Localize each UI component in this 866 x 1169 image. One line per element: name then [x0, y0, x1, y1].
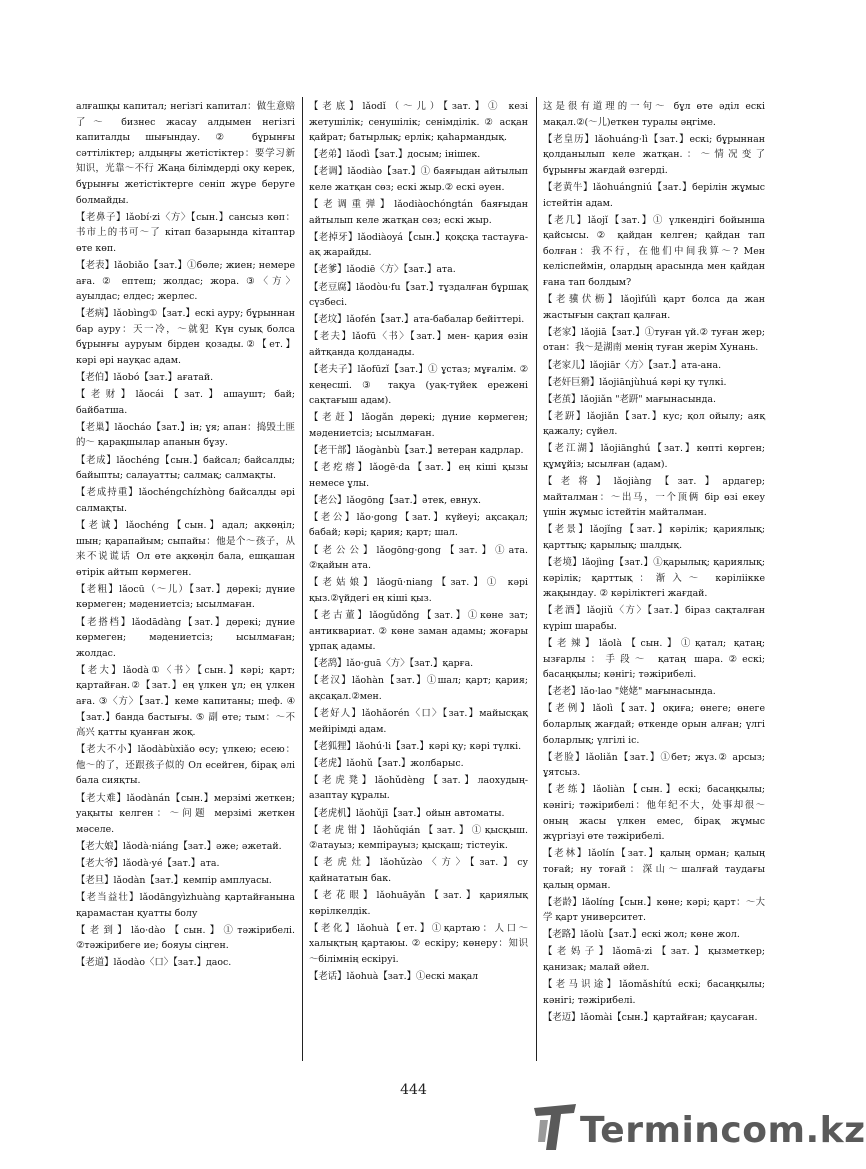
dictionary-entry: 【老皇历】lǎohuáng·lì【зат.】ескі; бұрыннан қолданылып келе жатқан.：～情况变了 бұрынғы жағдай өзгерді. [543, 133, 765, 176]
dictionary-entry: алғашқы капитал; негізгі капитал：做生意赔了～ бизнес жасау алдымен негізгі капиталды шығындау. ② бұрынғы сәттіліктер; алдыңғы жетістіктер：要学习新知识，光靠～不行 Жаңа білімдерді оқу керек, бұрынғы жетістіктерге сеніп жүре беруге болмайды. [76, 101, 295, 206]
dictionary-entry: 【老汉】lǎohàn【зат.】①шал; қарт; қария; ақсақал.②мен. [309, 675, 528, 702]
dictionary-entry: 【老干部】lǎogànbù【зат.】ветеран кадрлар. [309, 444, 524, 456]
dictionary-entry: 【老鸹】lǎo·guā〈方〉【зат.】қарға. [309, 658, 474, 670]
dictionary-entry: 【老脸】lǎoliǎn【зат.】①бет; жүз.② арсыз; ұятсыз. [543, 751, 765, 779]
logo-t-icon [532, 1102, 578, 1152]
dictionary-entry: 【老练】lǎoliàn【сын.】ескі; басаңқылы; кәнігі; тәжірибелі：他年纪不大，处事却很～ оның жасы үлкен емес, бірақ жұмыс жүргізуі өте тәжірибелі. [543, 784, 765, 843]
dictionary-entry: 【老掉牙】lǎodiàoyá【сын.】қоқсқа тастауға-ақ жарайды. [309, 231, 528, 259]
dictionary-entry: 【老财】lǎocái【зат.】ашаушт; бай; байбатша. [76, 389, 295, 416]
dictionary-entry: 【老夫】lǎofū〈书〉【зат.】мен- қария өзін айтқанда қолданады. [309, 331, 528, 358]
dictionary-entry: 【老弟】lǎodì【зат.】досым; інішек. [309, 149, 481, 161]
dictionary-entry: 【老姑娘】lǎogū·niang【зат.】① кәрі қыз.②үйдегі ең кіші қыз. [309, 577, 528, 604]
dictionary-entry: 【老将】lǎojiàng【зат.】ардагер; майталман：～出马，一个顶俩 бір өзі екеу үшін жұмыс істейтін майталман. [543, 476, 765, 519]
column-divider [536, 97, 537, 1061]
dictionary-entry: 【老黄牛】lǎohuángniú【зат.】берілін жұмыс істейтін адам. [543, 181, 765, 209]
dictionary-entry: 【老例】lǎolì【зат.】оқиға; өнеге; өнеге боларлық жағдай; өткенде орын алған; үлгі боларлық; үлгілі іс. [543, 703, 765, 746]
dictionary-entry: 【老酒】lǎojiǔ〈方〉【зат.】біраз сақталған күріш шарабы. [543, 605, 765, 632]
dictionary-entry: 【老调重弹】lǎodiàochóngtán баяғыдан айтылып келе жатқан сөз; ескі жыр. [309, 199, 528, 226]
dictionary-entry: 【老伯】lǎobó【зат.】ағатай. [76, 372, 214, 384]
dictionary-entry: 【老虎钳】lǎohǔqián【зат.】①қысқыш. ②атауыз; кемпірауыз; қысқаш; тістеуік. [309, 824, 528, 852]
dictionary-entry: 【老疙瘩】lǎogē·da【зат.】ең кіші қызы немесе ұлы. [309, 462, 528, 489]
dictionary-entry: 【老大】lǎodà①〈书〉【сын.】кәрі; қарт; қартайған.②【зат.】ең үлкен ұл; ең үлкен аға. ③〈方〉【зат.】кеме капитаны; шеф. ④【зат.】банда бастығы. ⑤ 副 өте; тым：～不高兴 қатты қуанған жоқ. [76, 664, 295, 739]
dictionary-entry: 【老公】lǎogōng【зат.】әтек, евнух. [309, 494, 481, 506]
column-2 [309, 99, 528, 1059]
dictionary-entry: 【老龄】lǎolíng【сын.】көне; кәрі; қарт：～大学 қарт университет. [543, 896, 765, 924]
dictionary-entry: 【老成持重】lǎochéngchízhòng байсалды әрі салмақты. [76, 487, 295, 514]
dictionary-entry: 【老林】lǎolín【зат.】қалың орман; қалың тоғай; ну тоғай：深山～шалғай таудағы қалың орман. [543, 848, 765, 891]
column-1 [76, 99, 295, 1059]
dictionary-entry: 【老辣】lǎolà【сын.】①қатал; қатаң; ызғарлы：手段～ қатаң шара.②ескі; басаңқылы; кәнігі; тәжірибелі. [543, 638, 765, 681]
dictionary-entry: 【老化】lǎohuà【ет.】①қартаю：人口～ халықтың қартаюы. ② ескіру; көнеру：知识～білімнің ескіруі. [309, 922, 528, 965]
dictionary-entry: 【老成】lǎochéng【сын.】байсал; байсалды; байыпты; салауатты; салмақ; салмақты. [76, 454, 295, 482]
dictionary-entry: 【老坟】lǎofén【зат.】ата-бабалар бейіттері. [309, 314, 525, 326]
dictionary-entry: 【老病】lǎobìng①【зат.】ескі ауру; бұрыннан бар ауру：天一冷，～就犯 Күн суық болса бұрынғы ауруым бірден қозады.②【ет.】кәрі әрі науқас адам. [76, 308, 295, 366]
dictionary-entry: 【老夫子】lǎofūzǐ【зат.】① ұстаз; мұғалім. ② кеңесші. ③ тақуа (уақ-түйек ережені сақтағыш адам). [309, 364, 528, 407]
dictionary-entry: 【老诚】lǎochéng【сын.】адал; ақкөңіл; шын; қарапайым; сыпайы：他是个～孩子，从来不说谎话 Ол өте ақкөңіл бала, ешқашан өтірік айтып көрмеген. [76, 519, 295, 578]
dictionary-entry: 【老赶】lǎogǎn дөрекі; дүние көрмеген; мәдениетсіз; ысылмаған. [309, 412, 528, 439]
dictionary-entry: 【老妈子】lǎomā·zi【зат.】қызметкер; қанизак; малай әйел. [543, 946, 765, 973]
dictionary-entry: 【老茧】lǎojiǎn "老趼" мағынасында. [543, 393, 716, 405]
dictionary-entry: 【老家儿】lǎojiār〈方〉【зат.】ата-ана. [543, 359, 722, 371]
dictionary-entry: 【老道】lǎodào〈口〉【зат.】даос. [76, 957, 232, 969]
dictionary-entry: 【老奸巨猾】lǎojiānjùhuá кәрі қу түлкі. [543, 376, 727, 388]
dictionary-entry: 【老爹】lǎodiē〈方〉【зат.】ата. [309, 264, 456, 276]
dictionary-entry: 【老调】lǎodiào【зат.】① баяғыдан айтылып келе жатқан сөз; ескі жыр.② ескі әуен. [309, 166, 528, 193]
dictionary-entry: 【老趼】lǎojiǎn【зат.】кус; қол ойылу; аяқ қажалу; сүйел. [543, 410, 765, 438]
dictionary-entry: 这是很有道理的一句～ бұл өте әділ ескі мақал.②(～儿)еткен туралы әңгіме. [543, 101, 765, 128]
dictionary-entry: 【老马识途】lǎomǎshítú ескі; басаңқылы; кәнігі; тәжірибелі. [543, 979, 765, 1006]
dictionary-entry: 【老鼻子】lǎobí·zi〈方〉【сын.】сансыз көп：书市上的书可～了 кітап базарында кітаптар өте көп. [76, 211, 295, 254]
dictionary-entry: 【老粗】lǎocū（～儿）【зат.】дөрекі; дүние көрмеген; мәдениетсіз; ысылмаған. [76, 583, 295, 611]
dictionary-entry: 【老虎】lǎohǔ【зат.】жолбарыс. [309, 757, 464, 769]
dictionary-entry: 【老当益壮】lǎodāngyìzhuàng қартайғанына қарамастан қуатты болу [76, 892, 295, 919]
watermark-text: Termincom.kz [580, 1110, 866, 1151]
dictionary-entry: 【老老】lǎo·lao "姥姥" мағынасында. [543, 686, 716, 698]
dictionary-entry: 【老大不小】lǎodàbùxiǎo өсу; үлкею; есею：他～的了，还跟孩子似的 Ол есейген, бірақ әлі бала сияқты. [76, 744, 295, 787]
dictionary-entry: 【老境】lǎojìng【зат.】①қарылық; қариялық; кәрілік; қарттық：渐入～ кәріліікке жақындау. ② кәріліктегі жағдай. [543, 557, 765, 600]
dictionary-entry: 【老旦】lǎodàn【зат.】кемпір амплуасы. [76, 875, 272, 886]
dictionary-entry: 【老虎凳】lǎohǔdèng【зат.】лаохудың-азаптау құралы. [309, 774, 528, 802]
dictionary-entry: 【老豆腐】lǎodòu·fu【зат.】тұздалған бұршақ сүзбесі. [309, 281, 528, 309]
dictionary-entry: 【老大娘】lǎodà·niáng【зат.】әже; әжетай. [76, 840, 282, 852]
dictionary-entry: 【老表】lǎobiǎo【зат.】①бөле; жиен; немере аға. ② ептеш; жолдас; жора. ③〈方〉ауылдас; елдес; жерлес. [76, 259, 295, 303]
dictionary-entry: 【老底】lǎodǐ（～儿）【зат.】① кезі жетушілік; сенушілік; сенімділік. ② асқан қайрат; батырлық; ерлік; қаһармандық. [309, 101, 528, 144]
dictionary-entry: 【老几】lǎojǐ【зат.】① үлкендігі бойынша қайсысы. ② қайдан келген; қайдан тап болған：我不行，在他们中间我算～? Мен келіспеймін, олардың арасында мен қайдан ғана тап болдым? [543, 214, 765, 289]
dictionary-entry: 【老到】lǎo·dào【сын.】①тәжірибелі. ②тәжірибеге ие; бояуы сіңген. [76, 924, 295, 952]
dictionary-entry: 【老好人】lǎohǎorén〈口〉【зат.】майысқақ мейірімді адам. [309, 707, 528, 735]
dictionary-entry: 【老家】lǎojiā【зат.】①туған үй.② туған жер; отан：我～是湖南 менің туған жерім Хунань. [543, 326, 765, 354]
dictionary-entry: 【老公】lǎo·gong【зат.】күйеуі; ақсақал; бабай; кәрі; қария; қарт; шал. [309, 511, 528, 539]
watermark-logo [528, 1100, 866, 1160]
dictionary-entry: 【老大爷】lǎodà·yé【зат.】ата. [76, 857, 220, 869]
dictionary-entry: 【老古董】lǎogǔdǒng【зат.】①көне зат; антиквариат. ② көне заман адамы; жоғары ұрпақ адамы. [309, 609, 528, 653]
dictionary-entry: 【老路】lǎolù【зат.】ескі жол; көне жол. [543, 929, 740, 941]
dictionary-entry: 【老虎灶】lǎohǔzào〈方〉【зат.】су қайнататын бак. [309, 857, 528, 884]
dictionary-entry: 【老话】lǎohuà【зат.】①ескі мақал [309, 970, 479, 982]
column-divider [302, 97, 303, 1061]
dictionary-entry: 【老狐狸】lǎohú·li【зат.】кәрі қу; кәрі түлкі. [309, 740, 522, 752]
column-3 [543, 99, 765, 1059]
dictionary-entry: 【老江湖】lǎojiānghú【зат.】көпті көрген; құмұйіз; ысылған (адам). [543, 443, 765, 471]
dictionary-entry: 【老骥伏枥】lǎojìfúlì қарт болса да жан жастығын сақтап қалған. [543, 294, 765, 321]
dictionary-entry: 【老大难】lǎodànán【сын.】мерзімі жеткен; уақыты келген：～问题 мерзімі жеткен мәселе. [76, 792, 295, 835]
dictionary-entry: 【老搭档】lǎodādàng【зат.】дөрекі; дүние көрмеген; мәдениетсіз; ысылмаған; жолдас. [76, 616, 295, 659]
dictionary-entry: 【老迈】lǎomài【сын.】қартайған; қаусаған. [543, 1011, 758, 1023]
dictionary-entry: 【老景】lǎojǐng【зат.】кәрілік; қариялық; қарттық; қарылық; шалдық. [543, 524, 765, 552]
dictionary-entry: 【老巢】lǎocháo【зат.】ін; ұя; апан：捣毁土匪的～ қарақшылар апанын бұзу. [76, 421, 295, 449]
dictionary-entry: 【老虎机】lǎohǔjī【зат.】ойын автоматы. [309, 807, 505, 819]
page-number: 444 [400, 1082, 427, 1098]
dictionary-entry: 【老公公】lǎogōng·gong【зат.】①ата. ②қайын ата. [309, 544, 528, 572]
dictionary-entry: 【老花眼】lǎohuāyǎn【зат.】қариялық көрілкелдік. [309, 890, 528, 917]
